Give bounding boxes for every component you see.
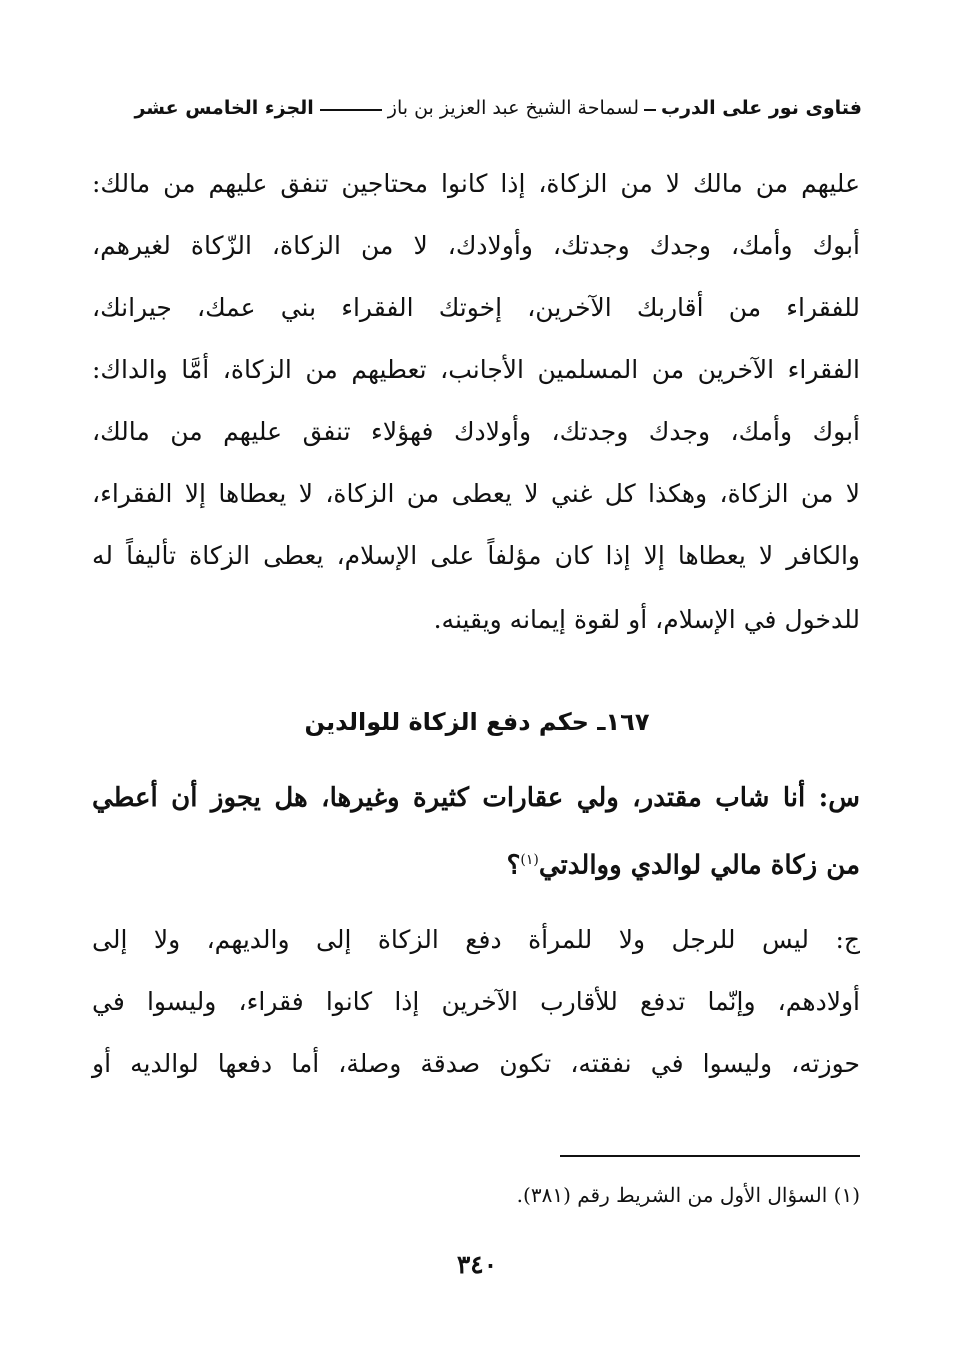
answer-line: أولادهم، وإنّما تدفع للأقارب الآخرين إذا كانوا فقراء، وليسوا في bbox=[92, 987, 860, 1016]
footnote-divider bbox=[560, 1155, 860, 1157]
section-title: ١٦٧ـ حكم دفع الزكاة للوالدين bbox=[304, 708, 650, 736]
paragraph-line: عليهم من مالك لا من الزكاة، إذا كانوا محتاجين تنفق عليهم من مالك: bbox=[92, 169, 860, 198]
answer-line: حوزته، وليسوا في نفقته، تكون صدقة وصلة، أما دفعها لوالديه أو bbox=[92, 1049, 860, 1078]
paragraph-line: الفقراء الآخرين من المسلمين الأجانب، تعطيهم من الزكاة، أمَّا والداك: bbox=[92, 355, 860, 384]
paragraph-line: أبوك وأمك، وجدك وجدتك، وأولادك فهؤلاء تنفق عليهم من مالك، bbox=[92, 417, 860, 446]
paragraph-line: للفقراء من أقاربك الآخرين، إخوتك الفقراء بني عمك، جيرانك، bbox=[92, 293, 860, 322]
question-line: س: أنا شاب مقتدر، ولي عقارات كثيرة وغيرها، هل يجوز أن أعطي bbox=[92, 783, 860, 813]
answer-line: ج: ليس للرجل ولا للمرأة دفع الزكاة إلى والديهم، ولا إلى bbox=[92, 925, 860, 954]
paragraph-line: والكافر لا يعطاها إلا إذا كان مؤلفاً على الإسلام، يعطى الزكاة تأليفاً له bbox=[92, 541, 860, 570]
paragraph-line: أبوك وأمك، وجدك وجدتك، وأولادك، لا من الزكاة، الزّكاة لغيرهم، bbox=[92, 231, 860, 260]
question-line bbox=[92, 836, 860, 884]
running-header bbox=[92, 88, 862, 128]
author-name: لسماحة الشيخ عبد العزيز بن باز bbox=[387, 97, 639, 119]
header-separator bbox=[644, 109, 656, 111]
footnote-reference[interactable]: (١) bbox=[520, 852, 539, 868]
book-title: فتاوى نور على الدرب bbox=[661, 97, 862, 119]
question-mark: ؟ bbox=[506, 850, 521, 881]
question-text: من زكاة مالي لوالدي ووالدتي bbox=[538, 850, 860, 881]
paragraph-line: للدخول في الإسلام، أو لقوة إيمانه ويقينه. bbox=[433, 605, 860, 634]
page-number: ٣٤٠ bbox=[456, 1250, 498, 1279]
volume-label: الجزء الخامس عشر bbox=[134, 97, 314, 119]
header-dash bbox=[320, 109, 382, 111]
footnote: (١) السؤال الأول من الشريط رقم (٣٨١). bbox=[516, 1183, 860, 1207]
paragraph-line: لا من الزكاة، وهكذا كل غني لا يعطى من الزكاة، لا يعطاها إلا الفقراء، bbox=[92, 479, 860, 508]
